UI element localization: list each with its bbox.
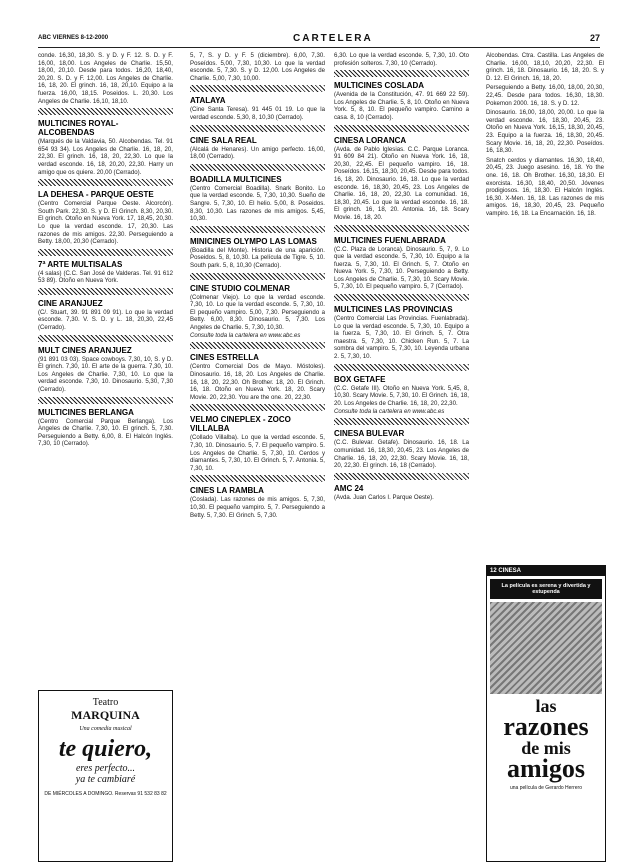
cinema-name: VELMO CINEPLEX - ZOCO VILLALBA (190, 415, 291, 434)
cinema-name: MULT CINES ARANJUEZ (38, 345, 132, 355)
web-note: Consulte toda la cartelera en www.abc.es (190, 333, 301, 340)
listing-text: (C.C. Getafe III). Otoño en Nueva York. 5,45, 8, 10,30. Scary Movie. 5, 7,30, 10. El Grinch. 16, 18, 20. Los Angeles de Charlie. 16, 18, 20, 22,30. (334, 384, 469, 407)
web-note: Consulte toda la cartelera en www.abc.es (334, 409, 445, 416)
listing-text: (Coslada). Las razones de mis amigos. 5, 7,30, 10,30. El pequeño vampiro. 5, 7. Perseguiendo a Betty. 5, 7,30. El Grinch. 5, 7,30. (190, 496, 325, 519)
ad-film-title-4: amigos (507, 754, 585, 783)
cinema-name: MINICINES OLYMPO LAS LOMAS (190, 236, 317, 246)
column-2 (190, 52, 325, 521)
section-divider (190, 125, 325, 132)
listing-text: (Marqués de la Valdavia, 50. Alcobendas. Tel. 91 654 93 34). Los Angeles de Charlie. 16, 18, 20, 22,30. El grinch. 16, 18, 20, 22,30. Lo que la verdad esconde. 16, 18, 20,20, 22,30. Harry un amigo que os quiere. 20,00 (Cerrado). (38, 138, 173, 176)
section-divider (38, 249, 173, 256)
listing-text: (Centro Comercial Boadilla). Snark Bonito. Lo que la verdad esconde. 5, 7,30, 10,30. Sueño de Sangre. 5, 7,30, 10. El helio. 5,00, 8. Poseidos. 8,30, 10,30. Las razones de mis amigos. 5,45, 10,30. (190, 184, 325, 223)
listing-text: (4 salas) (C.C. San José de Valderas. Tel. 91 612 53 89). Otoño en Nueva York. (38, 269, 173, 285)
column-1 (38, 52, 173, 450)
listing-text: (Centro Comercial Las Provincias. Fuenlabrada). Lo que la verdad esconde. 5, 7,30, 10. Equipo a la fuerza. 5, 7,30, 10. El Grinch. 5, 7. Otra maestra. 5, 7,30, 10. Chicken Run. 5, 7. La sombra del vampiro. 5, 7,30, 10. Leyenda urbana 2. 5, 7,30, 10. (334, 315, 469, 361)
listing-text: (C.C. Plaza de Loranca). Dinosaurio. 5, 7, 9. Lo que la verdad esconde. 5, 7,30, 10. Equipo a la fuerza. 5, 7,30, 10. El Grinch. 5, 7. Otoño en Nueva York. 5, 7,30, 10. Perseguiendo a Betty. Los Angeles de Charlie. 5, 7,30, 10. Scary Movie. 5, 7,30, 10. El pequeño vampiro. 5, 7 (Cerrado). (334, 245, 469, 291)
section-divider (334, 70, 469, 77)
listing-text: Snatch cerdos y diamantes. 16,30, 18,40, 20,45, 23. Juego asesino. 16, 18. Yo the one. 16, 18. Oh Brother. 16,30, 18,30. El exorcista. 16,30, 18,40, 20,50. Jóvenes prodigiosos. 16, 18,30. El Halcón Inglés. 16,30. X-Men. 16, 18. Las razones de mis amigos. 16, 18,30, 20,45, 23. Pequeño vampiro. 16, 18. La Encarnación. 16, 18. (486, 156, 604, 217)
cinema-name: MULTICINES LAS PROVINCIAS (334, 305, 453, 315)
listing-text: (Avda. de Pablo Iglesias. C.C. Parque Loranca. 91 609 84 21). Otoño en Nueva York. 16, 18, 20,30, 22,45. El pequeño vampiro. 16, 18. Poseídos. 16,15, 18,30, 20,45. Desde para todos. 16, 18, 20. Dinosaurio. 16, 18. Lo que la verdad esconde. 16, 18,30, 20,45, 23. Los Angeles de Charlie. 16, 18, 20, 22,30. La comunidad. 16, 18,30, 20,45. Lo que la verdad esconde. 16, 18. El grinch. 16, 18, 20. Antonia. 16, 18. Scary Movie. 16, 18, 20. (334, 145, 469, 221)
section-divider (190, 85, 325, 92)
cinema-name: MULTICINES BERLANGA (38, 407, 134, 417)
cinema-name: BOX GETAFE (334, 374, 386, 384)
section-divider (38, 179, 173, 186)
listing-text: Dinosaurio. 16,00, 18,00, 20,00. Lo que la verdad esconde. 16, 18,30, 20,45, 23. Otoño en Nueva York. 16,15, 18,30, 20,45, 23. Equipo a la fuerza. 16, 18,30, 20,45. Scary Movie. 16, 18, 20, 22,30. Poseídos. 16, 18,30. (486, 109, 604, 155)
ad-film-tagline: La película es serena y divertida y estupenda (490, 579, 602, 599)
ad-teatro-label: Teatro (92, 697, 119, 708)
listing-text: (C/. Stuart, 39. 91 891 09 91). Lo que la verdad esconde. 7,30. V. S. D. y L. 18, 20,30, 22,45 (Cerrado). (38, 308, 173, 332)
listing-text: (Centro Comercial Parque Berlanga). Los Angeles de Charlie. 7,30, 10. El grinch. 5, 7,30. Perseguiendo a Betty. 6,00, 8. El Halcón Inglés. 7,30, 10 (Cerrado). (38, 417, 173, 448)
cinema-name: LA DEHESA - PARQUE OESTE (38, 190, 154, 200)
cinema-name: 7ª ARTE MULTISALAS (38, 259, 123, 269)
cinema-name: CINES LA RAMBLA (190, 486, 264, 496)
listing-text: (Cine Santa Teresa). 91 445 01 19. Lo que la verdad esconde. 5,30, 8, 10,30 (Cerrado). (190, 106, 325, 121)
section-divider (38, 397, 173, 404)
cinema-name: MULTICINES FUENLABRADA (334, 235, 446, 245)
listing-text: (Avda. Juan Carlos I. Parque Oeste). (334, 493, 434, 501)
listing-text: Perseguiendo a Betty. 16,00, 18,00, 20,30, 22,45. Desde para todos. 16,30, 18,30. Pokemon 2000. 16, 18. S. y D. 12. (486, 84, 604, 107)
cinema-name: AMC 24 (334, 483, 364, 493)
listing-text: (Alcalá de Henares). Un amigo perfecto. 16,00, 18,00 (Cerrado). (190, 145, 325, 161)
listing-text: 6,30. Lo que la verdad esconde. 5, 7,30, 10. Oto profesión solteros. 7,30, 10 (Cerrado). (334, 52, 469, 67)
ad-film-title-3: de mis (521, 738, 571, 758)
ad-teatro-info: DE MIÉRCOLES A DOMINGO. Reservas 91 532 83 82 (44, 791, 167, 797)
section-divider (334, 473, 469, 480)
cinema-name: CINESA BULEVAR (334, 429, 405, 439)
section-title: CARTELERA (293, 33, 373, 44)
ad-film-title-2: razones (503, 712, 589, 741)
header-date: ABC VIERNES 8-12-2000 (38, 35, 109, 41)
listing-text: (Avenida de la Constitución, 47. 91 669 22 59). Los Angeles de Charlie. 5, 8, 10. Otoño en Nueva York. 5, 8, 10. El pequeño vampiro. Camino a casa. 8, 10 (Cerrado). (334, 91, 469, 121)
listing-text: (Boadilla del Monte). Historia de una aparición. Poseidos. 5, 8, 10,30. La película de Tigre. 5, 10. South park. 5, 8, 10,30 (Cerrado). (190, 246, 325, 269)
section-divider (38, 288, 173, 295)
film-ad (486, 565, 606, 862)
cinema-name: CINESA LORANCA (334, 135, 407, 145)
ad-film-credit: una película de Gerardo Herrero (510, 785, 582, 791)
cinema-name: BOADILLA MULTICINES (190, 174, 282, 184)
listing-text: (Centro Comercial Dos de Mayo. Móstoles). Dinosaurio. 16, 18, 20. Los Angeles de Charlie. 16, 18, 20, 22,30. Oh Brother. 18, 20. El Grinch. 16, 18. Otoño en Nueva York. 18, 20. Scary Movie. 20, 22,30. You are the one. 20, 22,30. (190, 363, 325, 401)
ad-teatro-line5: ya te cambiaré (75, 774, 136, 785)
section-divider (190, 342, 325, 349)
ad-teatro-name: MARQUINA (71, 708, 140, 722)
listing-text: conde. 16,30, 18,30. S. y D. y F. 12. S. D. y F. 16,00, 18,00. Los Angeles de Charlie. 15,50, 18,00, 20,10. Desde para todos. 16,20, 18,40, 20,20. S. D. y F. 12,00. Los Angeles de Charlie. 16, 18, 20. El grinch. 16, 18, 20,10. Equipo a la fuerza. 16,00, 18,15. Poseidos. L. 20,30. Los Angeles de Charlie. 16,10, 18,10. (38, 52, 173, 105)
cinema-name: ATALAYA (190, 96, 226, 106)
cinema-name: MULTICINES ROYAL-ALCOBENDAS (38, 119, 119, 138)
listing-text: (Centro Comercial Parque Oeste. Alcorcón). South Park. 22,30. S. y D. El Grinch. 8,30, 20,30. El grinch. Otoño en Nueva York. 17, 18,45, 20,30. Lo que la verdad esconde. 17, 20,30. Las razones de mis amigos. 22,30. Perseguiendo a Betty. 18,00, 20,30 (Cerrado). (38, 200, 173, 246)
section-divider (334, 418, 469, 425)
listing-text: (Collado Villalba). Lo que la verdad esconde. 5, 7,30, 10. Dinosaurio. 5, 7. El pequeño vampiro. 5. Los Angeles de Charlie. 5, 7,30, 10. Cerdos y diamantes. 5, 7,30, 10. El Grinch. 5, 7. Antonia. 5, 7,30, 10. (190, 434, 325, 472)
ad-film-bar: 12 CINESA (487, 566, 605, 576)
listing-text: (C.C. Bulevar. Getafe). Dinosaurio. 16, 18. La comunidad. 16, 18,30, 20,45, 23. Los Angeles de Charlie. 16, 18, 20, 22,30. Scary Movie. 16, 18, 20, 22,30. El grinch. 16, 18 (Cerrado). (334, 439, 469, 470)
listing-text: (91 891 03 03). Space cowboys. 7,30, 10, S. y D. El grinch. 7,30, 10. El arte de la guerra. 7,30, 10. Los Angeles de Charlie. 7,30, 10. Lo que la verdad esconde. 7,30, 10. Dinosaurio. 5,30, 7,30 (Cerrado). (38, 355, 173, 394)
listing-text: 5, 7, S. y D. y F. 5 (diciembre). 6,00, 7,30. Poseídos. 5,00, 7,30, 10,30. Lo que la verdad esconde. 5, 7,30. S. y D. 12,00. Los Angeles de Charlie. 5,00, 7,30, 10,00. (190, 52, 325, 82)
ad-film-photo (490, 602, 602, 694)
section-divider (190, 475, 325, 482)
column-3 (334, 52, 469, 503)
section-divider (190, 273, 325, 280)
column-4 (486, 52, 604, 219)
ad-teatro-title: te quiero, (58, 736, 153, 762)
cinema-name: CINE STUDIO COLMENAR (190, 283, 290, 293)
cinema-name: CINE SALA REAL (190, 135, 257, 145)
section-divider (190, 164, 325, 171)
listing-text: Alcobendas. Ctra. Castilla. Las Angeles de Charlie. 16,00, 18,10, 20,20, 22,30. El grinch. 16, 18. Dinosaurio. 16, 18, 20. S. y D. 12. El Grinch. 16, 18, 20. (486, 52, 604, 82)
ad-film-title-1: las (535, 696, 557, 716)
section-divider (334, 125, 469, 132)
section-divider (190, 404, 325, 411)
listing-text: (Colmenar Viejo). Lo que la verdad esconde. 7,30, 10. Lo que la verdad esconde. 5, 7,30, 10. El pequeño vampiro. 5,00, 7,30. Perseguiendo a Betty. 6,00, 8,30. Dinosaurio. 5, 7,30. Los Angeles de Charlie. 5, 7,30, 10,30. (190, 293, 325, 331)
cinema-name: CINE ARANJUEZ (38, 298, 103, 308)
cinema-name: MULTICINES COSLADA (334, 81, 425, 91)
page-number: 27 (589, 33, 600, 43)
cinema-name: CINES ESTRELLA (190, 353, 259, 363)
page-header (38, 35, 600, 48)
section-divider (334, 225, 469, 232)
section-divider (334, 294, 469, 301)
ad-teatro-subtitle: Una comedia musical (79, 726, 132, 732)
section-divider (334, 364, 469, 371)
section-divider (38, 335, 173, 342)
section-divider (38, 108, 173, 115)
ad-teatro-line4: eres perfecto... (75, 763, 136, 774)
section-divider (190, 226, 325, 233)
theatre-ad (38, 690, 173, 862)
